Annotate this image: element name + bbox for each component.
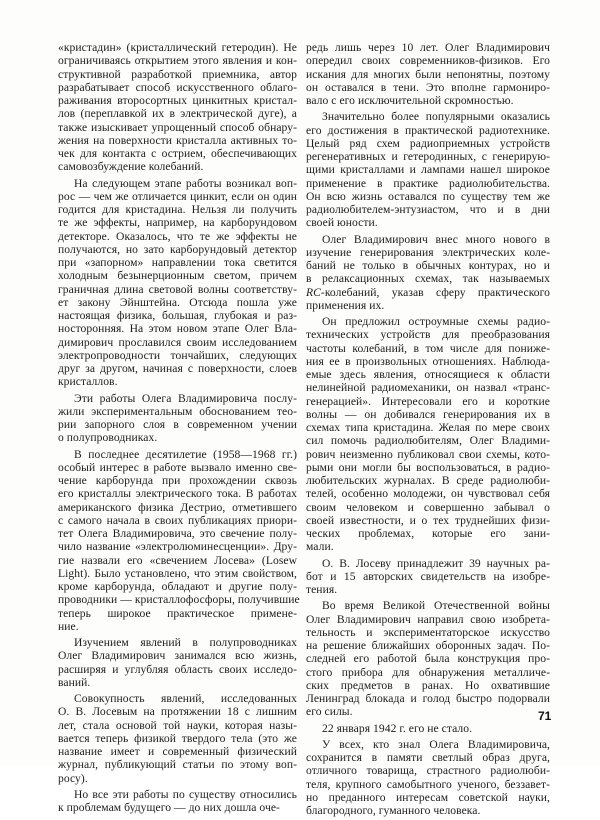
text-line: телей, особенно молодежи, он чувствовал себя (306, 487, 550, 501)
text-line: тельность и экспериментаторское искусство (306, 625, 550, 639)
text-line: его кристаллы электрического тока. В работах (58, 487, 297, 501)
text-line: ских предметов в ранах. Но охватившие (306, 678, 550, 692)
text-line: с самого начала в своих публикациях приори- (58, 513, 297, 527)
text-line: его силы. (306, 705, 353, 719)
text-line: при «запорном» направлении тока светится (58, 256, 297, 269)
text-line: щими кристаллами и лампами нашел широкое (306, 163, 550, 177)
text-line: регенеративных и гетеродинных, с генерирую- (306, 150, 550, 163)
text-line: Олег Владимирович занимался всю жизнь, (58, 649, 297, 663)
paragraph (306, 557, 550, 597)
text-line: те же эффекты, например, на карборундовом (58, 216, 297, 230)
text-line: холодным безынерционным светом, причем (58, 269, 297, 283)
text-line: емые здесь явления, относящиеся к области (306, 368, 550, 381)
text-line: У всех, кто знал Олега Владимировича, (322, 737, 550, 751)
paragraph (58, 636, 297, 689)
text-line: чение карборунда при прохождении сквозь (58, 474, 297, 487)
text-line: лет, стала основой той науки, которая назы- (58, 718, 297, 732)
text-line: Изучением явлений в полупроводниках (74, 636, 297, 649)
text-line: генерацией». Интересовали его и короткие (306, 394, 550, 408)
text-line: отличного товарища, страстного радиолюби- (306, 764, 550, 778)
paragraph (306, 110, 550, 229)
paragraph (58, 447, 300, 634)
text-line: стого прибора для обнаружения металличе- (306, 665, 550, 679)
text-line: Light). Было установлено, что этим свойством, (58, 566, 297, 580)
text-line: также изыскивает упрощенный способ обнару- (58, 120, 297, 134)
paragraph (58, 692, 297, 785)
text-line: своей известности, и о тех труднейших физи- (306, 513, 550, 527)
text-line: вается теперь физикой твердого тела (это же (58, 731, 297, 745)
text-line: любительских журналах. В среде радиолюби- (306, 474, 550, 487)
text-line: рос — чем же отличается цинкит, если он один (58, 189, 297, 203)
text-line: схемах типа кристадина. Желая по мере своих (306, 421, 550, 434)
text-line: на решение ближайших оборонных задач. По- (306, 639, 550, 652)
text-line: частоты колебаний, в том числе для пониже- (306, 341, 550, 355)
text-line: о полупроводниках. (58, 431, 158, 445)
text-line: тения. (306, 583, 338, 596)
text-line: димирович прославился своим исследованием (58, 335, 297, 349)
text-line: рович неизменно публиковал свои схемы, кото- (306, 447, 550, 461)
text-line: чек для контакта с острием, обеспечивающих (58, 147, 297, 160)
text-line: расширяя и углубляя область своих исследо- (58, 662, 297, 676)
left-column (58, 41, 300, 817)
text-line: Эти работы Олега Владимировича послу- (74, 391, 297, 405)
paragraph (306, 315, 550, 554)
text-line: электропроводности тончайших, следующих (58, 348, 297, 362)
text-line: вало с его исключительной скромностью. (306, 94, 514, 107)
paragraph (58, 177, 297, 389)
text-line: Во время Великой Отечественной войны (322, 599, 550, 613)
text-line: жили экспериментальным обоснованием тео- (58, 404, 297, 418)
text-line: благородного, гуманного человека. (306, 804, 481, 817)
paragraph (58, 788, 297, 815)
text-line: особый интерес в работе вызвало именно све- (58, 460, 297, 474)
page-number: 71 (538, 709, 552, 723)
text-line: друг за другом, начиная с поверхности, слоев (58, 362, 297, 375)
text-line: мали. (306, 540, 334, 554)
text-line: к проблемам будущего — до них дошла оче- (58, 801, 280, 814)
text-line: ограничиваясь открытием этого явления и кон- (58, 54, 297, 68)
paragraph (306, 722, 550, 735)
text-line: самовозбуждение колебаний. (58, 160, 204, 174)
text-line: применение в практике радиолюбительства. (306, 176, 550, 190)
text-line: кристаллов. (58, 375, 118, 389)
paragraph (306, 41, 550, 107)
text-line: рии запорного слоя в современном учении (58, 418, 297, 431)
text-line: журнал, публикующий статьи по этому воп- (58, 758, 297, 772)
text-line: лов (переплавкой их в электрической дуге), а (58, 107, 297, 121)
text-line: росу). (58, 771, 88, 785)
text-line: Целый ряд схем радиоприемных устройств (306, 136, 550, 150)
paragraph (306, 738, 550, 818)
text-line: рыми они могли бы воспользоваться, в радио- (306, 460, 550, 474)
text-line: нелинейной радиомеханики, он назвал «транс- (306, 381, 550, 395)
text-line: баний не только в обычных контурах, но и (306, 259, 550, 272)
text-line: следней его работой была конструкция про- (306, 652, 550, 666)
text-line: разрабатывает способ искусственного облаго- (58, 80, 297, 94)
text-line: ния ее в произвольных отношениях. Наблюда- (306, 354, 550, 368)
paragraph (58, 41, 297, 174)
text-line: опередил своих современников-физиков. Его (306, 54, 550, 68)
text-line: технических устройств для преобразования (306, 328, 550, 342)
text-line: RC-колебаний, указав сферу практического (306, 285, 550, 299)
text-line: Олег Владимирович внес много нового в (322, 232, 550, 246)
text-line: гие назвали его «свечением Лосева» (Losew (58, 553, 297, 567)
text-line: американского физика Дестрио, отметившего (58, 500, 297, 514)
text-line: волны — он добивался генерирования их в (306, 407, 550, 421)
text-line: изучение генерирования электрических коле- (306, 245, 550, 259)
text-line: он оставался в тени. Это вполне гармониро- (306, 80, 550, 94)
text-line: ваний. (58, 675, 91, 689)
text-line: кроме карборунда, обладают и другие полу- (58, 580, 297, 593)
text-line: О. В. Лосевым на протяжении 18 с лишним (58, 705, 297, 719)
text-line: Значительно более популярными оказались (322, 110, 550, 124)
rc-abbreviation: RC (306, 285, 321, 299)
text-line: «кристадин» (кристаллический гетеродин). Не (58, 41, 297, 54)
text-line: сохранится в памяти светлый образ друга, (306, 751, 550, 764)
text-line: ет закону Эйнштейна. Отсюда пошла уже (58, 295, 297, 309)
text-line: но преданного интересам советской науки, (306, 790, 550, 804)
text-line: теперь широкое практическое примене- (58, 606, 297, 620)
text-line: детекторе. Оказалось, что те же эффекты не (58, 229, 297, 243)
text-line: искания для многих были непонятны, поэтому (306, 67, 550, 81)
text-line: Ленинград блокада и голод быстро подорвали (306, 692, 550, 705)
paragraph (58, 392, 297, 445)
text-line: О. В. Лосеву принадлежит 39 научных ра- (322, 556, 550, 570)
text-line: Он всю жизнь оставался по существу тем же (306, 189, 550, 203)
text-line: 22 января 1942 г. его не стало. (322, 721, 473, 735)
text-line: применения их. (306, 298, 385, 312)
text-line: В последнее десятилетие (1958—1968 гг.) (74, 447, 297, 461)
text-line: своим человеком и совершенно забывал о (306, 500, 550, 514)
text-line: раживания второсортных цинкитных кристал- (58, 94, 297, 107)
text-line: настоящая физика, большая, глубокая и раз- (58, 309, 297, 322)
text-line: проводники — кристаллофосфоры, получившие (58, 593, 300, 607)
paragraph (306, 599, 550, 718)
text-line: теля, крупного самобытного ученого, беззавет- (306, 777, 550, 791)
text-line: его достижения в практической радиотехнике. (306, 123, 550, 137)
text-line: носторонняя. На этом новом этапе Олег Вла- (58, 322, 297, 336)
text-line: тет Олега Владимировича, это свечение полу- (58, 527, 297, 540)
text-line: жения на поверхности кристалла активных то- (58, 133, 297, 147)
text-line: На следующем этапе работы возникал воп- (74, 176, 297, 190)
text-line: чило название «электролюминесценции». Дру- (58, 540, 297, 554)
text-line: редь лишь через 10 лет. Олег Владимирович (306, 41, 550, 54)
text-line: бот и 15 авторских свидетельств на изобре- (306, 569, 550, 583)
text-line: в релаксационных схемах, так называемых (306, 272, 550, 286)
text-line: Но все эти работы по существу относились (74, 787, 297, 801)
text-line: ние. (58, 619, 79, 633)
text-line: ческих проблемах, которые его зани- (306, 527, 550, 540)
text-line: радиолюбителем-энтузиастом, что и в дни (306, 203, 550, 216)
text-line: Олег Владимирович направил свою изобрета- (306, 612, 550, 626)
text-line: сил помочь радиолюбителям, Олег Владими- (306, 434, 550, 448)
text-line: название имеет и современный физический (58, 745, 297, 758)
text-line: получаются, но зато карборундовый детектор (58, 242, 297, 256)
text-line: Он предложил остроумные схемы радио- (322, 315, 550, 328)
right-column (306, 41, 550, 820)
text-line: структивной разработкой приемника, автор (58, 67, 297, 81)
text-line: годится для кристадина. Нельзя ли получить (58, 203, 297, 216)
text-line: своей юности. (306, 216, 378, 230)
paragraph (306, 233, 550, 313)
text-line: Совокупность явлений, исследованных (74, 692, 297, 705)
text-line: граничная длина световой волны соответству- (58, 282, 297, 296)
